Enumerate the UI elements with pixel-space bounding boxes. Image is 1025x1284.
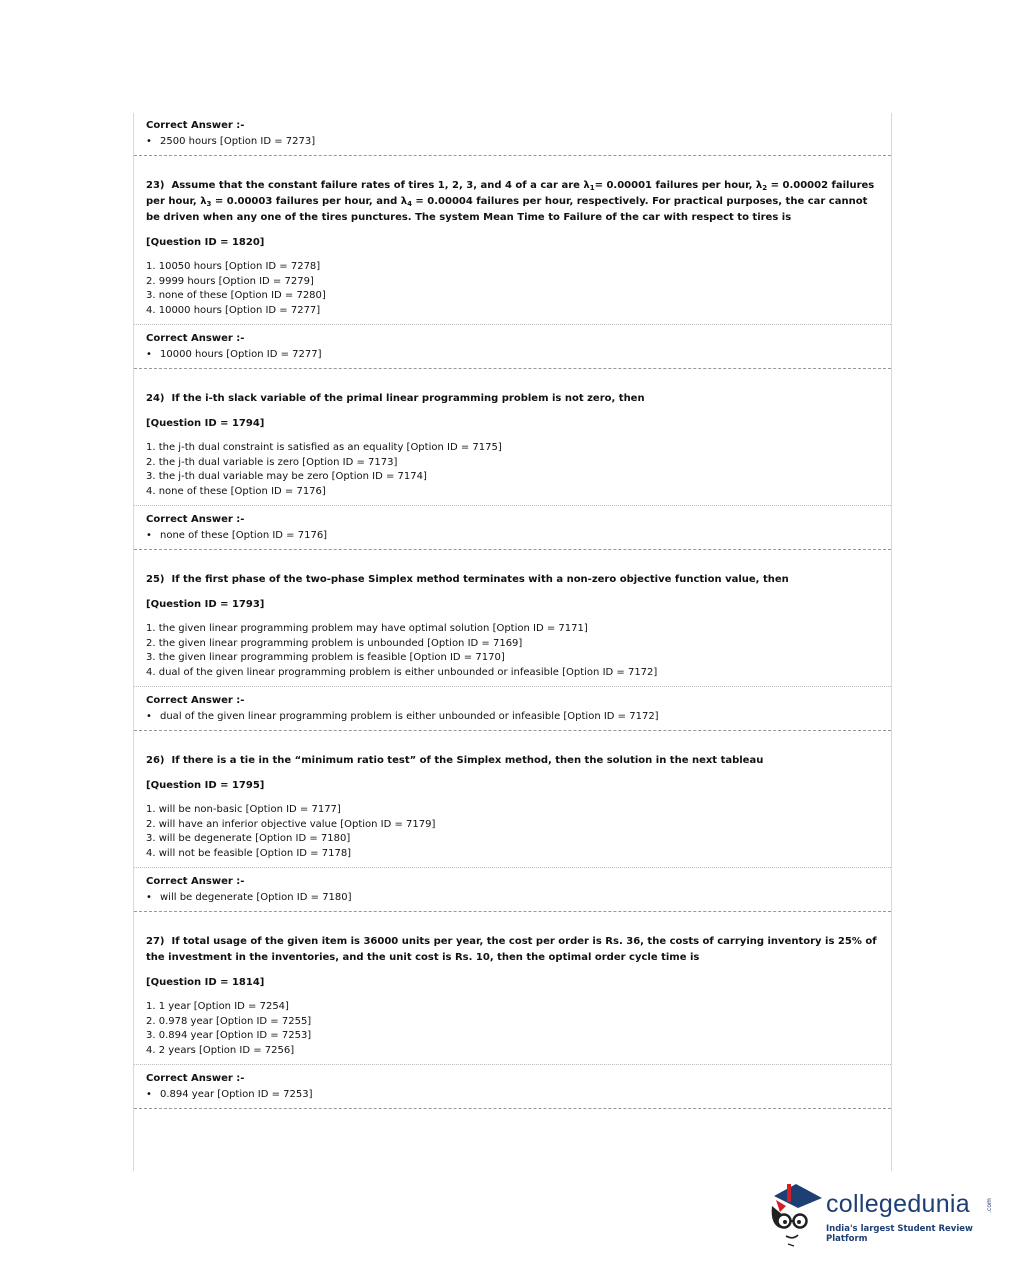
question-25	[134, 550, 891, 686]
bullet: •	[146, 136, 152, 147]
mascot-icon	[766, 1176, 826, 1248]
correct-answer-label: Correct Answer :-	[146, 120, 245, 131]
answer-block-22	[134, 113, 891, 155]
collegedunia-logo	[766, 1176, 996, 1248]
option: 2. the given linear programming problem is unbounded [Option ID = 7169]	[146, 637, 523, 649]
correct-answer	[146, 1087, 879, 1103]
question-divider	[134, 1108, 891, 1109]
bullet: •	[146, 530, 152, 541]
correct-answer-label: Correct Answer :-	[146, 695, 245, 706]
option: 2. 9999 hours [Option ID = 7279]	[146, 275, 314, 287]
option: 4. 2 years [Option ID = 7256]	[146, 1044, 295, 1056]
correct-answer-label: Correct Answer :-	[146, 514, 245, 525]
question-24	[134, 369, 891, 505]
question-26	[134, 731, 891, 867]
options-list	[146, 441, 879, 499]
answer-block-24	[134, 506, 891, 549]
question-text: 24) If the i-th slack variable of the primal linear programming problem is not zero, then	[146, 393, 645, 404]
option: 1. 1 year [Option ID = 7254]	[146, 1001, 289, 1012]
question-text: 23) Assume that the constant failure rates of tires 1, 2, 3, and 4 of a car are $\lambda_1= 0.00001$ failures per hour, $\lambda_2 = 0.00002$ failures per hour, $\lambda_3 = 0.00003$ failures per hour, and $\lambda_4 = 0.00004$ failures per hour, respectively. For practical purposes, the car cannot be driven when any one of the tires punctures. The system Mean Time to Failure of the car with respect to tires is	[146, 180, 875, 223]
correct-answer-label: Correct Answer :-	[146, 1073, 245, 1084]
correct-answer	[146, 134, 879, 150]
option: 4. will not be feasible [Option ID = 7178]	[146, 847, 352, 859]
logo-wordmark: collegedunia	[826, 1190, 970, 1218]
question-23	[134, 156, 891, 324]
correct-answer-text: none of these [Option ID = 7176]	[160, 530, 328, 541]
question-text: 27) If total usage of the given item is 36000 units per year, the cost per order is Rs. 36, the costs of carrying inventory is 25% of the investment in the inventories, and the unit cost is Rs. 10, then the optimal order cycle time is	[146, 936, 877, 963]
logo-com: .com	[985, 1198, 993, 1213]
correct-answer-text: 2500 hours [Option ID = 7273]	[160, 136, 316, 147]
option: 1. will be non-basic [Option ID = 7177]	[146, 804, 341, 815]
question-text: 26) If there is a tie in the “minimum ratio test” of the Simplex method, then the solution in the next tableau	[146, 755, 764, 766]
answer-block-27	[134, 1065, 891, 1108]
correct-answer	[146, 709, 879, 725]
correct-answer-text: 10000 hours [Option ID = 7277]	[160, 349, 322, 360]
correct-answer-label: Correct Answer :-	[146, 876, 245, 887]
correct-answer	[146, 890, 879, 906]
answer-block-26	[134, 868, 891, 911]
question-id: [Question ID = 1793]	[146, 599, 265, 610]
options-list	[146, 260, 879, 318]
answer-block-23	[134, 325, 891, 368]
correct-answer-text: dual of the given linear programming problem is either unbounded or infeasible [Option ID = 7172]	[160, 711, 659, 722]
question-id: [Question ID = 1820]	[146, 237, 265, 248]
options-list	[146, 1000, 879, 1058]
option: 2. 0.978 year [Option ID = 7255]	[146, 1015, 312, 1027]
option: 2. will have an inferior objective value [Option ID = 7179]	[146, 818, 436, 830]
bullet: •	[146, 1089, 152, 1100]
logo-tagline: India's largest Student Review Platform	[826, 1224, 973, 1244]
option: 1. 10050 hours [Option ID = 7278]	[146, 261, 321, 272]
correct-answer-text: will be degenerate [Option ID = 7180]	[160, 892, 352, 903]
question-id: [Question ID = 1795]	[146, 780, 265, 791]
answer-block-25	[134, 687, 891, 730]
option: 3. 0.894 year [Option ID = 7253]	[146, 1030, 312, 1041]
question-text: 25) If the first phase of the two-phase Simplex method terminates with a non-zero objective function value, then	[146, 574, 789, 585]
option: 3. the given linear programming problem is feasible [Option ID = 7170]	[146, 652, 505, 663]
exam-page	[133, 113, 892, 1171]
bullet: •	[146, 711, 152, 722]
question-id: [Question ID = 1794]	[146, 418, 265, 429]
option: 3. none of these [Option ID = 7280]	[146, 290, 326, 301]
correct-answer-text: 0.894 year [Option ID = 7253]	[160, 1089, 313, 1100]
bullet: •	[146, 349, 152, 360]
bullet: •	[146, 892, 152, 903]
options-list	[146, 622, 879, 680]
option: 2. the j-th dual variable is zero [Option ID = 7173]	[146, 456, 398, 468]
option: 4. 10000 hours [Option ID = 7277]	[146, 304, 321, 316]
correct-answer	[146, 347, 879, 363]
option: 4. none of these [Option ID = 7176]	[146, 485, 326, 497]
correct-answer-label: Correct Answer :-	[146, 333, 245, 344]
question-27	[134, 912, 891, 1064]
option: 3. the j-th dual variable may be zero [Option ID = 7174]	[146, 471, 427, 482]
option: 4. dual of the given linear programming problem is either unbounded or infeasible [Option ID = 7172]	[146, 666, 658, 678]
option: 1. the given linear programming problem may have optimal solution [Option ID = 7171]	[146, 623, 588, 634]
option: 3. will be degenerate [Option ID = 7180]	[146, 833, 351, 844]
correct-answer	[146, 528, 879, 544]
options-list	[146, 803, 879, 861]
question-id: [Question ID = 1814]	[146, 977, 265, 988]
option: 1. the j-th dual constraint is satisfied as an equality [Option ID = 7175]	[146, 442, 502, 453]
